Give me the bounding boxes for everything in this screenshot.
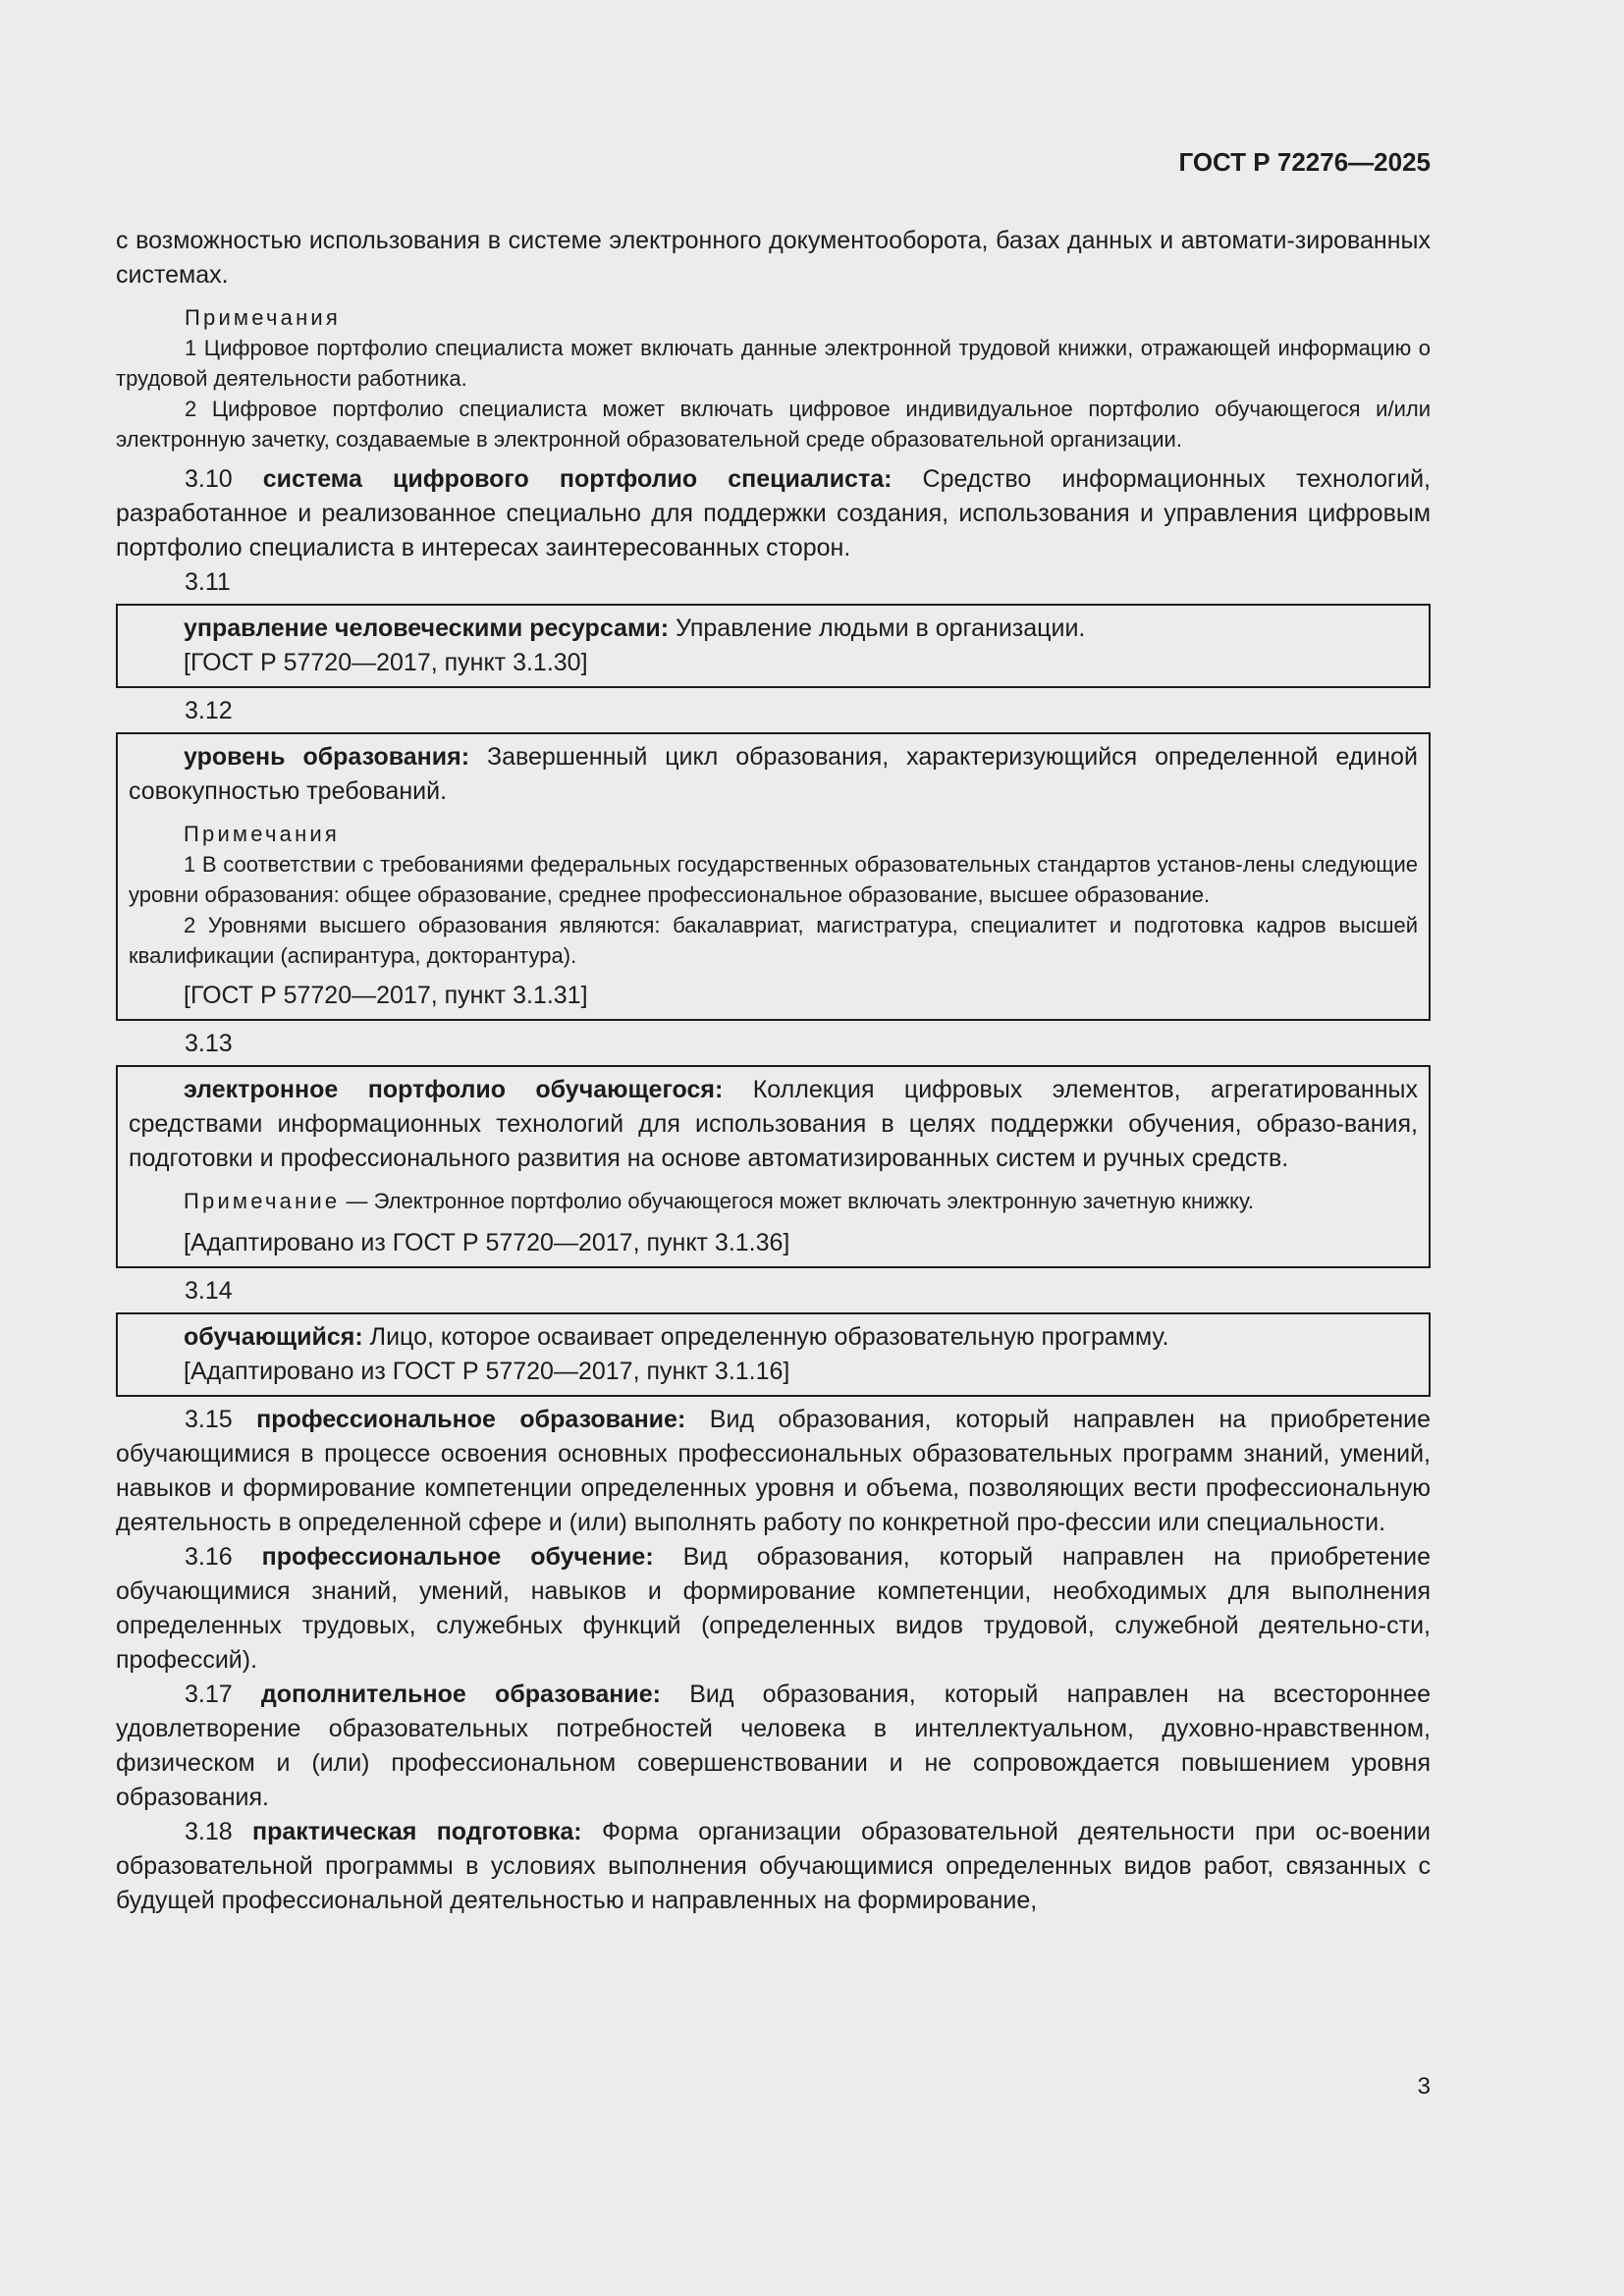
term-definition — [129, 1073, 1418, 1176]
intro-paragraph: с возможностью использования в системе электронного документооборота, базах данных и автомати-зированных системах. — [116, 227, 1431, 289]
source-reference: [ГОСТ Р 57720—2017, пункт 3.1.31] — [184, 982, 588, 1009]
note-item: 1 В соответствии с требованиями федеральных государственных образовательных стандартов установ-лены следующие уровни образования: общее образование, среднее профессиональное образование, высшее образование. — [129, 852, 1418, 907]
section-3-10 — [116, 462, 1431, 565]
section-number: 3.15 — [185, 1406, 233, 1433]
section-number: 3.18 — [185, 1818, 233, 1845]
source-reference: [Адаптировано из ГОСТ Р 57720—2017, пункт 3.1.36] — [184, 1229, 790, 1256]
definition: Вид образования, который направлен на всестороннее удовлетворение образовательных потребностей человека в интеллектуальном, духовно-нравственном, физическом и (или) профессиональном совершенствовании и не сопровождается повышением уровня образования. — [116, 1681, 1431, 1811]
page-number: 3 — [1417, 2073, 1431, 2100]
section-number: 3.10 — [185, 465, 233, 493]
source-reference: [ГОСТ Р 57720—2017, пункт 3.1.30] — [184, 649, 588, 676]
section-number: 3.11 — [185, 568, 231, 596]
standard-designation: ГОСТ Р 72276—2025 — [1178, 147, 1431, 177]
term: дополнительное образование: — [260, 1681, 661, 1708]
term: практическая подготовка: — [251, 1818, 582, 1845]
term-definition — [129, 740, 1418, 809]
definition: Завершенный цикл образования, характеризующийся определенной единой совокупностью требований. — [129, 743, 1418, 805]
note-text: — Электронное портфолио обучающегося может включать электронную зачетную книжку. — [346, 1189, 1254, 1213]
term-box-3-12 — [116, 732, 1431, 1021]
section-number: 3.12 — [185, 697, 233, 724]
term: уровень образования: — [184, 743, 470, 771]
section-3-15 — [116, 1403, 1431, 1540]
note-heading: Примечание — [184, 1189, 341, 1213]
term: профессиональное обучение: — [261, 1543, 654, 1571]
notes-heading: Примечания — [185, 305, 342, 330]
definition: Коллекция цифровых элементов, агрегатированных средствами информационных технологий для использования в целях поддержки обучения, образо-вания, подготовки и профессионального развития на основе автоматизированных систем и ручных средств. — [129, 1076, 1418, 1172]
term: электронное портфолио обучающегося: — [184, 1076, 724, 1103]
note-item: 2 Уровнями высшего образования являются: бакалавриат, магистратура, специалитет и подготовка кадров высшей квалификации (аспирантура, докторантура). — [129, 913, 1418, 968]
section-3-18 — [116, 1815, 1431, 1918]
definition: Управление людьми в организации. — [676, 614, 1086, 642]
term-definition — [129, 612, 1418, 646]
section-number: 3.13 — [185, 1030, 233, 1057]
term-box-3-11 — [116, 604, 1431, 688]
source-reference: [Адаптировано из ГОСТ Р 57720—2017, пункт 3.1.16] — [184, 1358, 790, 1385]
section-number: 3.16 — [185, 1543, 233, 1571]
section-3-17 — [116, 1678, 1431, 1815]
definition: Средство информационных технологий, разработанное и реализованное специально для поддержки создания, использования и управления цифровым портфолио специалиста в интересах заинтересованных сторон. — [116, 465, 1431, 561]
section-3-16 — [116, 1540, 1431, 1678]
term: обучающийся: — [184, 1323, 363, 1351]
definition: Лицо, которое осваивает определенную образовательную программу. — [369, 1323, 1169, 1351]
term-box-3-14 — [116, 1312, 1431, 1397]
term: система цифрового портфолио специалиста: — [262, 465, 893, 493]
note-item: 1 Цифровое портфолио специалиста может включать данные электронной трудовой книжки, отражающей информацию о трудовой деятельности работника. — [116, 336, 1431, 391]
note-item: 2 Цифровое портфолио специалиста может включать цифровое индивидуальное портфолио обучающегося и/или электронную зачетку, создаваемые в электронной образовательной среде образовательной организации. — [116, 397, 1431, 452]
term-note — [129, 1186, 1418, 1216]
section-number: 3.14 — [185, 1277, 233, 1305]
definition: Форма организации образовательной деятельности при ос-воении образовательной программы в условиях выполнения обучающимися определенных видов работ, связанных с будущей профессиональной деятельностью и направленных на формирование, — [116, 1818, 1431, 1914]
term-definition — [129, 1320, 1418, 1355]
term: управление человеческими ресурсами: — [184, 614, 670, 642]
intro-notes — [116, 302, 1431, 454]
document-body — [116, 224, 1431, 1918]
definition: Вид образования, который направлен на приобретение обучающимися в процессе освоения основных профессиональных образовательных программ знаний, умений, навыков и формирование компетенции определенных уровня и объема, позволяющих вести профессиональную деятельность в определенной сфере и (или) выполнять работу по конкретной про-фессии или специальности. — [116, 1406, 1432, 1536]
section-number: 3.17 — [185, 1681, 233, 1708]
term: профессиональное образование: — [256, 1406, 686, 1433]
term-notes — [129, 819, 1418, 971]
definition: Вид образования, который направлен на приобретение обучающимися знаний, умений, навыков и формирование компетенции, необходимых для выполнения определенных трудовых, служебных функций (определенных видов трудовой, служебной деятельно-сти, профессий). — [116, 1543, 1431, 1674]
term-box-3-13 — [116, 1065, 1431, 1268]
notes-heading: Примечания — [184, 822, 341, 846]
